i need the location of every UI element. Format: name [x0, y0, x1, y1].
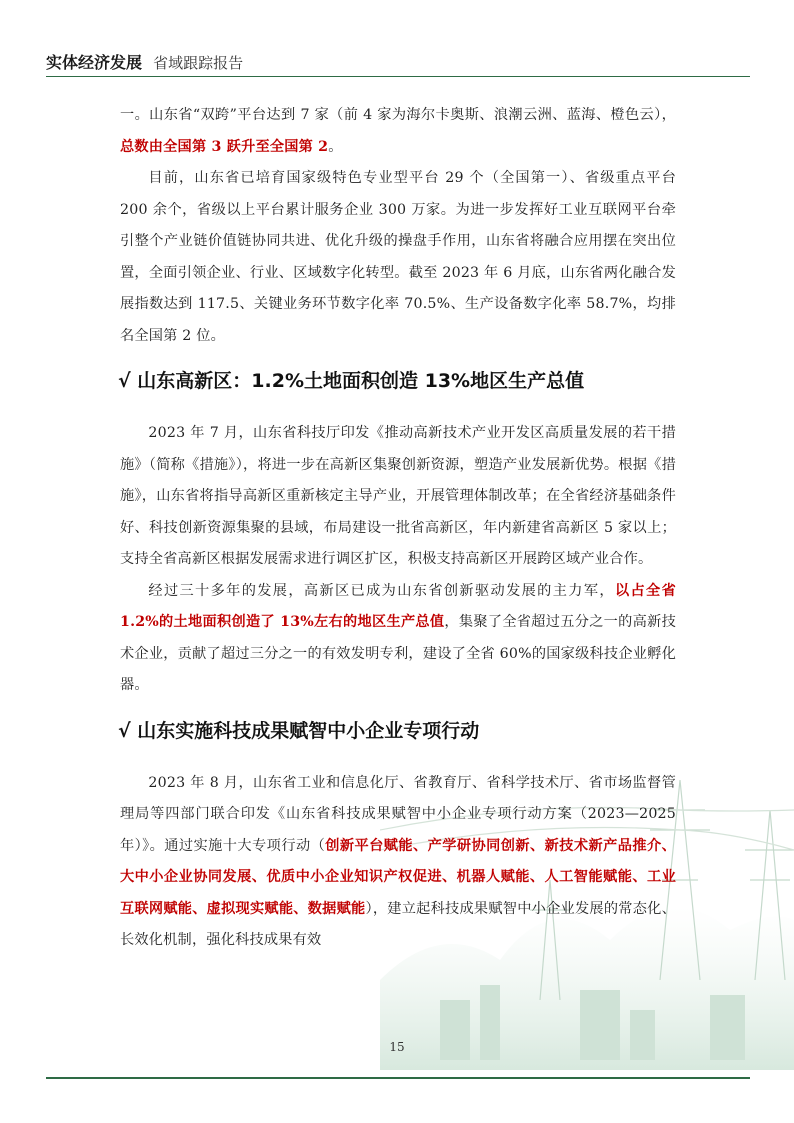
paragraph-development: 经过三十多年的发展，高新区已成为山东省创新驱动发展的主力军，以占全省 1.2%的土地面积创造了 13%左右的地区生产总值，集聚了全省超过五分之一的高新技术企业，贡献了超过三分之一的有效发明专利，建设了全省 60%的国家级科技企业孵化器。 — [120, 582, 676, 693]
section-heading-sme-action: √ 山东实施科技成果赋智中小企业专项行动 — [118, 719, 480, 742]
paragraph-integration-index: 目前，山东省已培育国家级特色专业型平台 29 个（全国第一）、省级重点平台 200 余个，省级以上平台累计服务企业 300 万家。为进一步发挥好工业互联网平台牵引整个产业链价值链协同共进、优化升级的操盘手作用，山东省将融合应用摆在突出位置，全面引领企业、行业、区域数字化转型。截至 2023 年 6 月底，山东省两化融合发展指数达到 117.5、关键业务环节数字化率 70.5%、生产设备数字化率 58.7%，均排名全国第 2 位。 — [120, 170, 676, 344]
highlight-text: 以占全省 1.2%的土地面积创造了 13%左右的地区生产总值 — [120, 582, 676, 630]
section-heading-high-tech-zones: √ 山东高新区：1.2%土地面积创造 13%地区生产总值 — [118, 370, 585, 392]
header-subtitle: 省域跟踪报告 — [153, 54, 244, 72]
footer-divider — [46, 1077, 750, 1079]
main-content — [120, 100, 676, 957]
paragraph-platforms: 一。山东省“双跨”平台达到 7 家（前 4 家为海尔卡奥斯、浪潮云洲、蓝海、橙色云），总数由全国第 3 跃升至全国第 2。 — [120, 107, 676, 155]
header-title: 实体经济发展 — [46, 53, 143, 72]
highlight-text: 总数由全国第 3 跃升至全国第 2 — [120, 138, 329, 155]
page-number: 15 — [389, 1040, 405, 1054]
paragraph-measures: 2023 年 7 月，山东省科技厅印发《推动高新技术产业开发区高质量发展的若干措施》（简称《措施》），将进一步在高新区集聚创新资源，塑造产业发展新优势。根据《措施》，山东省将指导高新区重新核定主导产业，开展管理体制改革；在全省经济基础条件好、科技创新资源集聚的县域，布局建设一批省高新区，年内新建省高新区 5 家以上；支持全省高新区根据发展需求进行调区扩区，积极支持高新区开展跨区域产业合作。 — [120, 425, 676, 567]
header-divider — [46, 76, 750, 77]
page-header — [46, 50, 243, 73]
paragraph-action-plan: 2023 年 8 月，山东省工业和信息化厅、省教育厅、省科学技术厅、省市场监督管理局等四部门联合印发《山东省科技成果赋智中小企业专项行动方案（2023—2025 年）》。通过实施十大专项行动（创新平台赋能、产学研协同创新、新技术新产品推介、大中小企业协同发展、优质中小企业知识产权促进、机器人赋能、人工智能赋能、工业互联网赋能、虚拟现实赋能、数据赋能），建立起科技成果赋智中小企业发展的常态化、长效化机制，强化科技成果有效 — [120, 774, 676, 948]
highlight-text: 创新平台赋能、产学研协同创新、新技术新产品推介、大中小企业协同发展、优质中小企业知识产权促进、机器人赋能、人工智能赋能、工业互联网赋能、虚拟现实赋能、数据赋能 — [120, 837, 676, 917]
